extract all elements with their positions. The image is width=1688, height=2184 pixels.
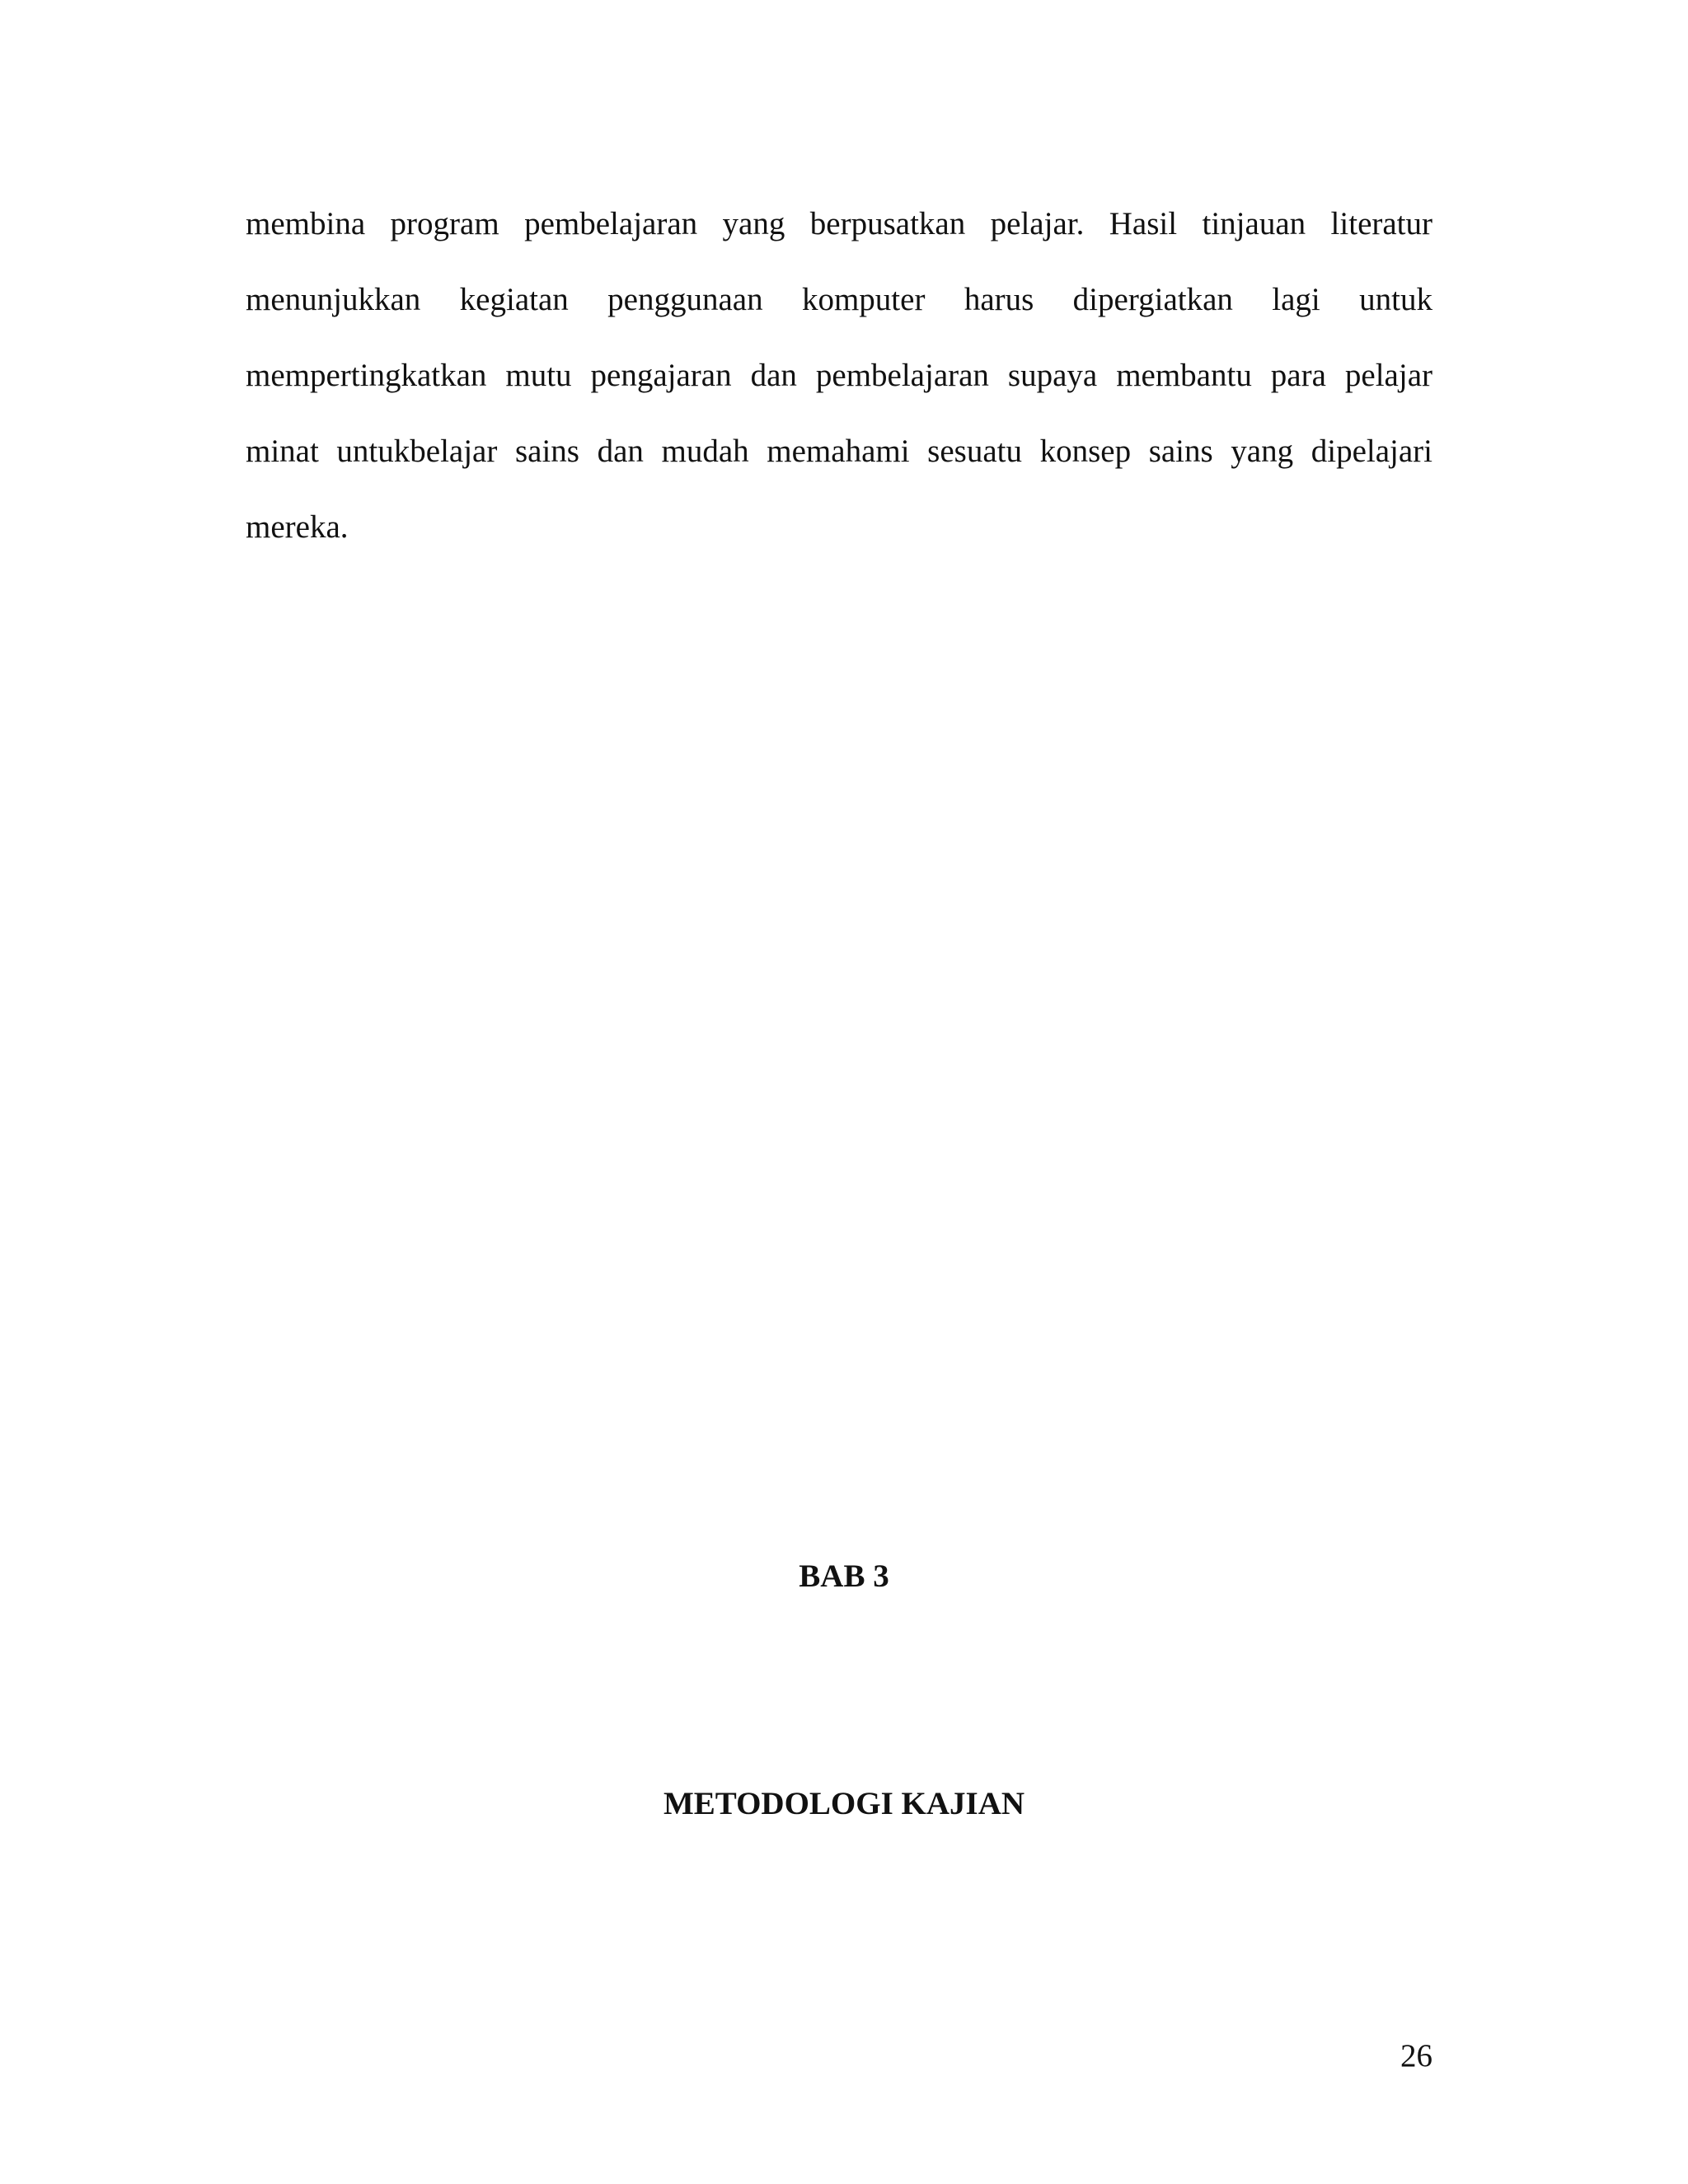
paragraph-line-3: mempertingkatkan mutu pengajaran dan pembelajaran supaya membantu para pelajar: [246, 358, 1432, 393]
body-paragraph: [246, 186, 1432, 565]
paragraph-line-4: minat untukbelajar sains dan mudah memahami sesuatu konsep sains yang dipelajari: [246, 434, 1432, 469]
chapter-number: BAB 3: [799, 1558, 889, 1594]
page-number: 26: [1400, 2038, 1432, 2074]
paragraph-line-2: menunjukkan kegiatan penggunaan komputer harus dipergiatkan lagi untuk: [246, 282, 1432, 317]
paragraph-line-5: mereka.: [246, 509, 349, 545]
paragraph-line-1: membina program pembelajaran yang berpusatkan pelajar. Hasil tinjauan literatur: [246, 206, 1432, 241]
chapter-title: METODOLOGI KAJIAN: [663, 1786, 1025, 1821]
